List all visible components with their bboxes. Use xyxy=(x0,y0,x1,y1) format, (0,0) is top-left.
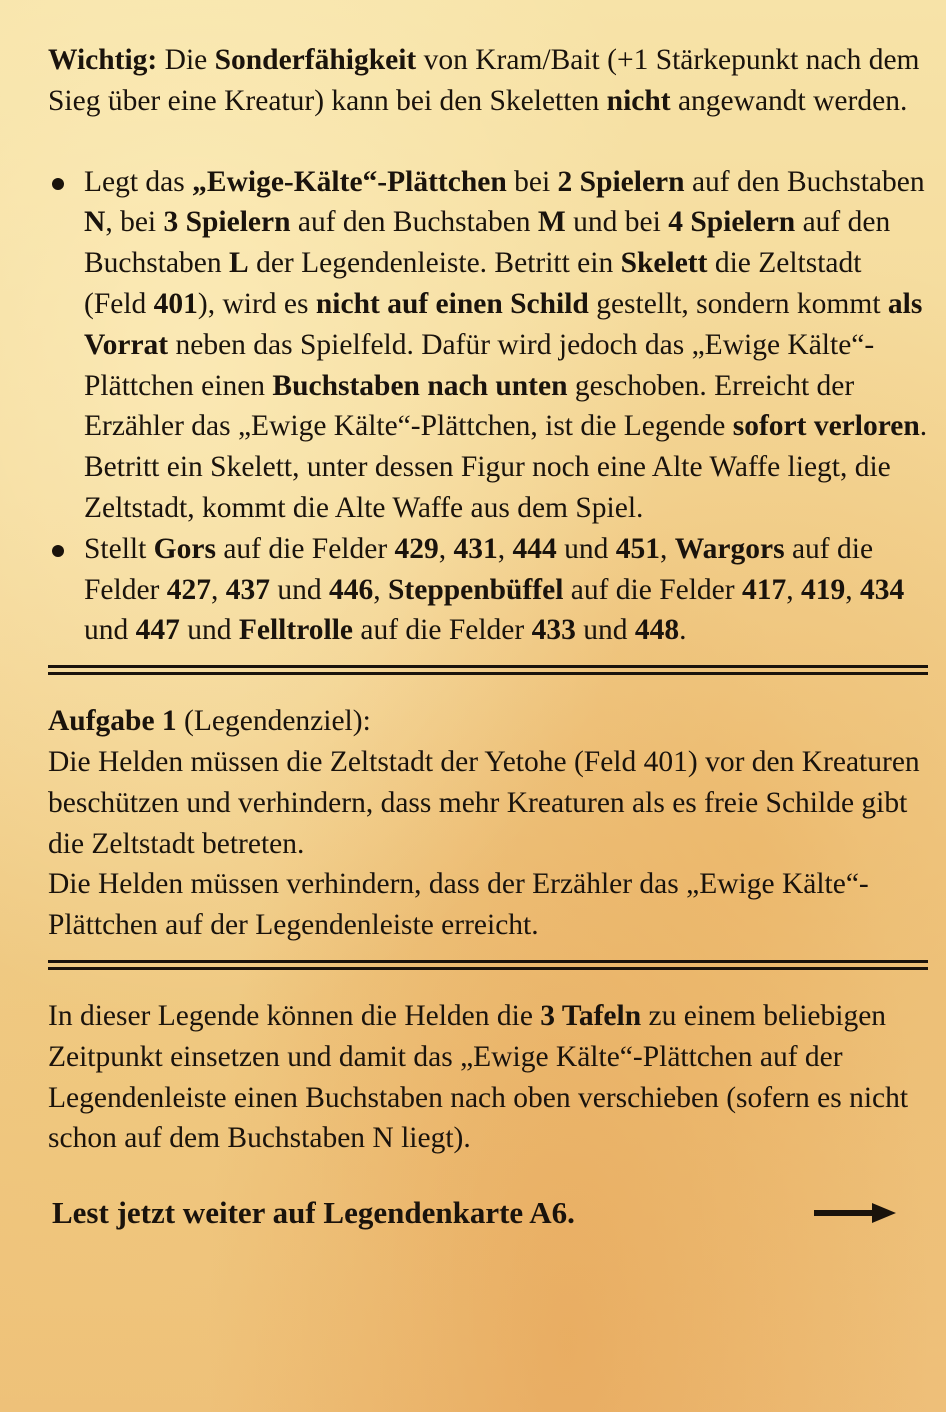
term: Wargors xyxy=(674,532,785,565)
term: 417 xyxy=(741,573,787,606)
list-item xyxy=(48,162,928,529)
continue-text: Lest jetzt weiter auf Legendenkarte A6. xyxy=(52,1195,575,1231)
term: nicht auf einen Schild xyxy=(315,287,589,320)
aufgabe-section xyxy=(48,701,928,946)
term: Skelett xyxy=(620,247,708,280)
nicht-term: nicht xyxy=(606,84,671,117)
text: bei xyxy=(506,165,558,198)
term: Steppenbüffel xyxy=(388,573,564,606)
intro-paragraph xyxy=(48,40,928,122)
aufgabe-subtitle: (Legendenziel): xyxy=(176,705,371,738)
text: Die xyxy=(157,44,215,76)
text: und xyxy=(179,614,239,647)
text: Legt das xyxy=(84,165,193,198)
text: und xyxy=(270,573,329,606)
term: 427 xyxy=(166,573,211,606)
term: „Ewige-Kälte“-Plättchen xyxy=(192,165,507,198)
text: ), wird es xyxy=(197,287,316,320)
term: 419 xyxy=(800,573,846,606)
term: 3 Spielern xyxy=(163,206,291,239)
text: , xyxy=(438,532,454,565)
section-divider xyxy=(48,960,928,970)
term: 2 Spielern xyxy=(557,165,685,198)
text: auf die Felder xyxy=(353,614,532,647)
text: , bei xyxy=(105,206,164,239)
aufgabe-paragraph-1: Die Helden müssen die Zeltstadt der Yetohe (Feld 401) vor den Kreaturen beschützen und verhindern, dass mehr Kreaturen als es freie Schilde gibt die Zeltstadt betreten. xyxy=(48,745,920,860)
arrow-right-icon xyxy=(812,1200,898,1226)
term: N xyxy=(84,206,106,239)
text: , xyxy=(211,573,226,606)
term: L xyxy=(229,247,249,280)
term: 446 xyxy=(329,573,374,606)
tafeln-paragraph xyxy=(48,996,928,1159)
text: auf den Buchstaben xyxy=(684,165,925,198)
text: und bei xyxy=(565,206,669,239)
text: auf den Buchstaben xyxy=(290,206,538,239)
term: 3 Tafeln xyxy=(540,999,642,1032)
term: als Vorrat xyxy=(84,287,923,361)
text: angewandt werden. xyxy=(670,84,908,117)
term: 448 xyxy=(634,614,680,647)
term: 4 Spielern xyxy=(668,206,796,239)
legend-card-page xyxy=(48,40,928,1233)
text: In dieser Legende können die Helden die xyxy=(48,999,541,1032)
text: , xyxy=(497,532,513,565)
text: der Legendenleiste. Betritt ein xyxy=(248,247,621,280)
term: Buchstaben nach unten xyxy=(272,369,568,402)
text: geschoben. Erreicht der Erzähler das „Ewige Kälte“-Plättchen, ist die Legende xyxy=(84,369,855,443)
text: Stellt xyxy=(84,532,154,565)
section-divider xyxy=(48,665,928,675)
text: die Zeltstadt (Feld xyxy=(84,247,862,320)
term: 429 xyxy=(394,532,439,565)
text: und xyxy=(556,532,616,565)
text: auf den Buchstaben xyxy=(84,206,891,280)
text: . Betritt ein Skelett, unter dessen Figur noch eine Alte Waffe liegt, die Zeltstadt, kommt die Alte Waffe aus dem Spiel. xyxy=(84,410,928,524)
text: zu einem beliebigen Zeitpunkt einsetzen und damit das „Ewige Kälte“-Plättchen auf der Legendenleiste einen Buchstaben nach oben verschieben (sofern es nicht schon auf dem Buchstaben N liegt). xyxy=(48,999,909,1155)
text: auf die Felder xyxy=(215,532,395,565)
bullet-icon xyxy=(52,178,64,190)
term: 451 xyxy=(615,532,661,565)
text: , xyxy=(660,532,675,565)
text: gestellt, sondern kommt xyxy=(588,287,888,320)
text: und xyxy=(575,614,635,647)
text: . xyxy=(679,614,687,647)
term: 437 xyxy=(225,573,270,606)
aufgabe-paragraph-2: Die Helden müssen verhindern, dass der Erzähler das „Ewige Kälte“-Plättchen auf der Legendenleiste erreicht. xyxy=(48,868,869,942)
text: und xyxy=(84,614,136,647)
term: M xyxy=(537,206,566,239)
term: sofort verloren xyxy=(732,410,920,443)
bullet-icon xyxy=(52,545,64,557)
list-item xyxy=(48,529,928,651)
aufgabe-heading xyxy=(48,701,928,742)
term: Felltrolle xyxy=(238,614,354,647)
instruction-list xyxy=(48,162,928,652)
text: , xyxy=(373,573,388,606)
text: , xyxy=(786,573,801,606)
text: auf die Felder xyxy=(84,532,874,606)
text: von Kram/Bait (+1 Stärkepunkt nach dem Sieg über eine Kreatur) kann bei den Skeletten xyxy=(48,44,920,117)
term: 431 xyxy=(453,532,498,565)
text: auf die Felder xyxy=(563,573,742,606)
sonderfaehigkeit-term: Sonderfähigkeit xyxy=(214,44,417,76)
wichtig-label: Wichtig: xyxy=(48,44,158,76)
continue-row xyxy=(48,1193,928,1233)
term: 401 xyxy=(153,287,198,320)
text: neben das Spielfeld. Dafür wird jedoch das „Ewige Kälte“-Plättchen einen xyxy=(84,328,875,402)
term: 434 xyxy=(859,573,905,606)
term: 444 xyxy=(512,532,557,565)
term: 447 xyxy=(135,614,180,647)
term: 433 xyxy=(531,614,576,647)
text: , xyxy=(845,573,860,606)
term: Gors xyxy=(153,532,216,565)
aufgabe-title: Aufgabe 1 xyxy=(48,705,177,738)
